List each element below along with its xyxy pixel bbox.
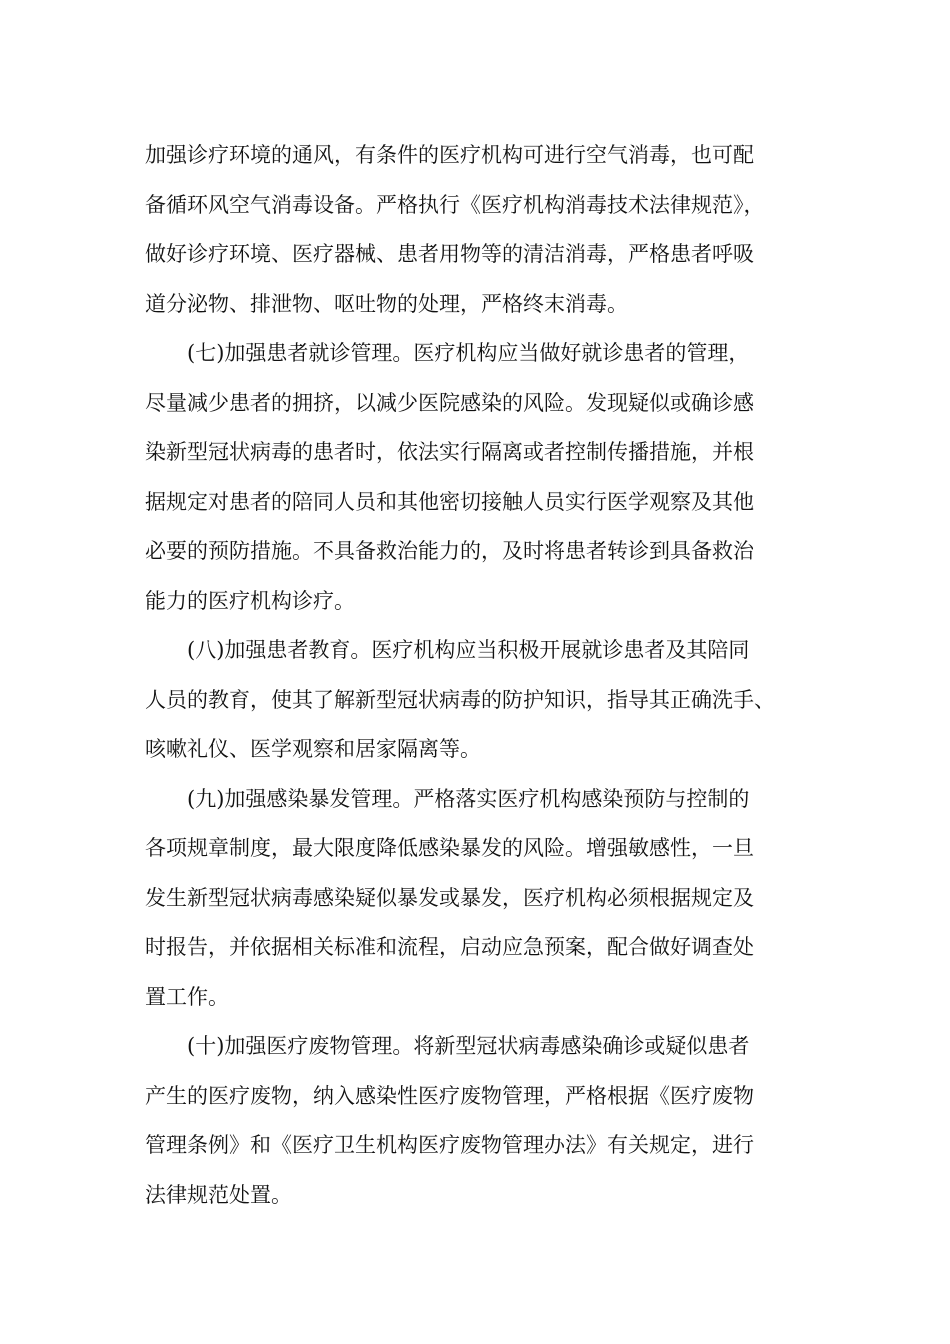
text-line: 道分泌物、排泄物、呕吐物的处理，严格终末消毒。 (145, 291, 628, 316)
text-line: 产生的医疗废物，纳入感染性医疗废物管理，严格根据《医疗废物 (145, 1083, 754, 1108)
text-line: 能力的医疗机构诊疗。 (145, 588, 355, 613)
text-line: 各项规章制度，最大限度降低感染暴发的风险。增强敏感性，一旦 (145, 836, 754, 860)
text-line: 染新型冠状病毒的患者时，依法实行隔离或者控制传播措施，并根 (145, 440, 754, 464)
text-line: 做好诊疗环境、医疗器械、患者用物等的清洁消毒，严格患者呼吸 (145, 242, 754, 266)
text-line: 置工作。 (145, 984, 229, 1009)
text-line: 管理条例》和《医疗卫生机构医疗废物管理办法》有关规定，进行 (145, 1133, 754, 1157)
text-line: 加强诊疗环境的通风，有条件的医疗机构可进行空气消毒，也可配 (145, 143, 754, 167)
text-line: 发生新型冠状病毒感染疑似暴发或暴发，医疗机构必须根据规定及 (145, 885, 754, 910)
document-body (145, 131, 815, 1220)
paragraph-ten-first-line: (十)加强医疗废物管理。将新型冠状病毒感染确诊或疑似患者 (145, 1034, 750, 1058)
text-line: 时报告，并依据相关标准和流程，启动应急预案，配合做好调查处 (145, 935, 754, 959)
text-line: 咳嗽礼仪、医学观察和居家隔离等。 (145, 737, 481, 761)
text-line: 尽量减少患者的拥挤，以减少医院感染的风险。发现疑似或确诊感 (145, 390, 754, 415)
text-line: 据规定对患者的陪同人员和其他密切接触人员实行医学观察及其他 (145, 489, 754, 514)
paragraph-seven-first-line: (七)加强患者就诊管理。医疗机构应当做好就诊患者的管理， (145, 341, 750, 365)
text-line: 法律规范处置。 (145, 1182, 292, 1207)
text-line: 人员的教育，使其了解新型冠状病毒的防护知识，指导其正确洗手、 (145, 687, 775, 712)
paragraph-nine-first-line: (九)加强感染暴发管理。严格落实医疗机构感染预防与控制的 (145, 786, 750, 811)
paragraph-eight-first-line: (八)加强患者教育。医疗机构应当积极开展就诊患者及其陪同 (145, 638, 750, 662)
text-line: 备循环风空气消毒设备。严格执行《医疗机构消毒技术法律规范》， (145, 192, 765, 217)
text-line: 必要的预防措施。不具备救治能力的，及时将患者转诊到具备救治 (145, 539, 754, 563)
